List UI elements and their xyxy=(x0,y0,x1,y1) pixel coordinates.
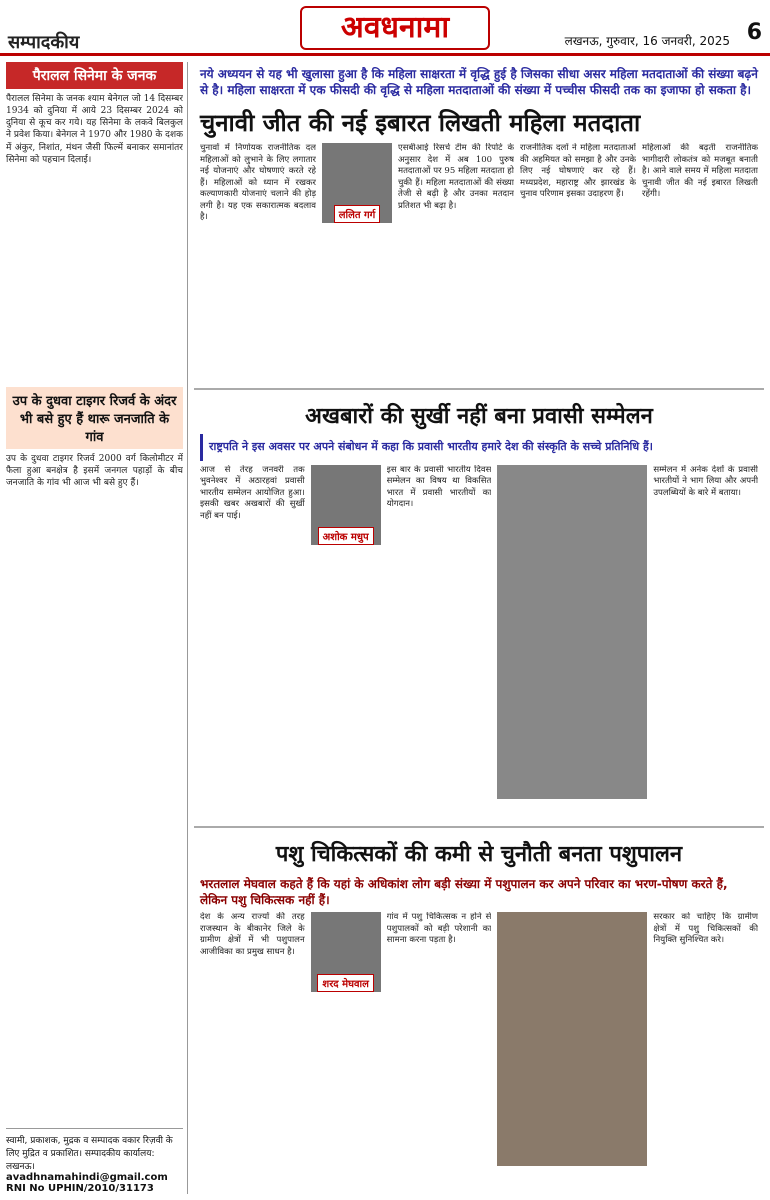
story2-col: इस बार के प्रवासी भारतीय दिवस सम्मेलन का विषय था विकसित भारत में प्रवासी भारतीयों का योगदान। xyxy=(386,464,492,510)
left-article-title: पैरालल सिनेमा के जनक xyxy=(6,62,183,89)
story3-photo-block xyxy=(311,912,381,1166)
story-veterinary xyxy=(194,834,764,1184)
story3-columns xyxy=(194,912,764,1172)
dateline: लखनऊ, गुरुवार, 16 जनवरी, 2025 xyxy=(564,34,730,48)
masthead xyxy=(0,0,770,56)
story2-photo-block xyxy=(311,465,381,799)
story3-intro: भरतलाल मेघवाल कहते हैं कि यहां के अधिकांश लोग बड़ी संख्या में पशुपालन कर अपने परिवार का भरण-पोषण करते हैं, लेकिन पशु चिकित्सक नहीं हैं। xyxy=(200,877,728,908)
left-second-body: उप के दुधवा टाइगर रिजर्व 2000 वर्ग किलोमीटर में फैला हुआ बनक्षेत्र है इसमें जनगल पहाड़ों के बीच जनजाति के गांव भी आज भी बसे हुए हैं। xyxy=(6,454,183,489)
story1-columns xyxy=(194,143,764,363)
story2-col: सम्मेलन में अनेक देशों के प्रवासी भारतीयों ने भाग लिया और अपनी उपलब्धियों के बारे में बताया। xyxy=(653,464,759,498)
story2-headline: अखबारों की सुर्खी नहीं बना प्रवासी सम्मेलन xyxy=(305,404,653,429)
imprint xyxy=(6,1128,183,1194)
left-article-body: पैरालल सिनेमा के जनक श्याम बेनेगल जो 14 दिसम्बर 1934 को दुनिया में आये 23 दिसम्बर 2024 को दुनिया से कूच कर गये। यह सिनेमा के लकवे बिलकुल ने प्रवेश किया। बेनेगल ने 1970 और 1980 के दशक में अंकुर, निशांत, मंथन जैसी फिल्में बनाकर समानांतर सिनेमा को पहचान दिलाई। xyxy=(6,94,183,165)
story1-intro: नये अध्ययन से यह भी खुलासा हुआ है कि महिला साक्षरता में वृद्धि हुई है जिसका सीधा असर महिला मतदाताओं की संख्या बढ़ने से है। महिला साक्षरता में एक फीसदी की वृद्धि से महिला मतदाताओं की संख्या में पच्चीस फीसदी तक का इजाफा हो सकता है। xyxy=(200,67,758,98)
author-photo xyxy=(311,465,381,545)
author-photo xyxy=(322,143,392,223)
story3-col: देश के अन्य राज्यों की तरह राजस्थान के बीकानेर जिले के ग्रामीण क्षेत्रों में भी पशुपालन आजीविका का प्रमुख साधन है। xyxy=(200,912,305,957)
story3-headline: पशु चिकित्सकों की कमी से चुनौती बनता पशुपालन xyxy=(275,842,683,867)
author-caption: ललित गर्ग xyxy=(334,205,381,223)
event-photo xyxy=(497,465,647,799)
section-label: सम्पादकीय xyxy=(8,32,80,53)
story1-headline: चुनावी जीत की नई इबारत लिखती महिला मतदाता xyxy=(200,109,641,138)
story3-col: गांव में पशु चिकित्सक न होने से पशुपालकों को बड़ी परेशानी का सामना करना पड़ता है। xyxy=(386,912,492,946)
newspaper-logo: अवधनामा xyxy=(300,6,490,50)
cattle-photo xyxy=(497,912,647,1166)
main-area xyxy=(194,62,764,1194)
imprint-rni: RNI No UPHIN/2010/31173 xyxy=(6,1183,154,1194)
left-second-title: उप के दुधवा टाइगर रिजर्व के अंदर भी बसे हुए हैं थारू जनजाति के गांव xyxy=(6,387,183,449)
story2-pullquote: राष्ट्रपति ने इस अवसर पर अपने संबोधन में कहा कि प्रवासी भारतीय हमारे देश की संस्कृति के सच्चे प्रतिनिधि हैं। xyxy=(200,434,758,461)
story2-columns xyxy=(194,465,764,805)
story3-col: सरकार को चाहिए कि ग्रामीण क्षेत्रों में पशु चिकित्सकों की नियुक्ति सुनिश्चित करे। xyxy=(653,912,759,946)
author-photo xyxy=(311,912,381,992)
story1-col: एसबीआई रिसर्च टीम की रिपोर्ट के अनुसार देश में अब 100 पुरुष मतदाताओं पर 95 महिला मतदाता हो चुकी हैं। महिला मतदाताओं की संख्या तेजी से बढ़ी है और उनका मतदान प्रतिशत भी बढ़ा है। xyxy=(398,143,514,211)
author-caption: अशोक मधुप xyxy=(318,527,374,545)
left-column xyxy=(6,62,188,1194)
story-women-voters xyxy=(194,62,764,390)
author-caption: शरद मेघवाल xyxy=(317,974,374,992)
imprint-text: स्वामी, प्रकाशक, मुद्रक व सम्पादक वकार रिज़वी के लिए मुद्रित व प्रकाशित। सम्पादकीय कार्यालय: लखनऊ। xyxy=(6,1136,173,1172)
story1-col: राजनीतिक दलों ने महिला मतदाताओं की अहमियत को समझा है और उनके लिए नई घोषणाएं कर रहे हैं। मध्यप्रदेश, महाराष्ट्र और झारखंड के चुनाव परिणाम इसका उदाहरण हैं। xyxy=(520,143,636,200)
page-number: 6 xyxy=(746,20,762,45)
imprint-email: avadhnamahindi@gmail.com xyxy=(6,1172,168,1183)
story2-col: आज से तेरह जनवरी तक भुवनेश्वर में अठारहवां प्रवासी भारतीय सम्मेलन आयोजित हुआ। इसकी खबर अखबारों की सुर्खी नहीं बन पाई। xyxy=(200,464,305,521)
story-pravasi-sammelan xyxy=(194,396,764,828)
story1-photo-block xyxy=(322,143,392,357)
story1-col: महिलाओं की बढ़ती राजनीतिक भागीदारी लोकतंत्र को मजबूत बनाती है। आने वाले समय में महिला मतदाता चुनावी जीत की नई इबारत लिखती रहेंगी। xyxy=(642,143,758,200)
story1-col: चुनावों में निर्णायक राजनीतिक दल महिलाओं को लुभाने के लिए लगातार नई योजनाएं और घोषणाएं करते रहे हैं। महिलाओं को ध्यान में रखकर कल्याणकारी योजनाएं चलाने की होड़ लगी है। यह एक सकारात्मक बदलाव है। xyxy=(200,143,316,223)
